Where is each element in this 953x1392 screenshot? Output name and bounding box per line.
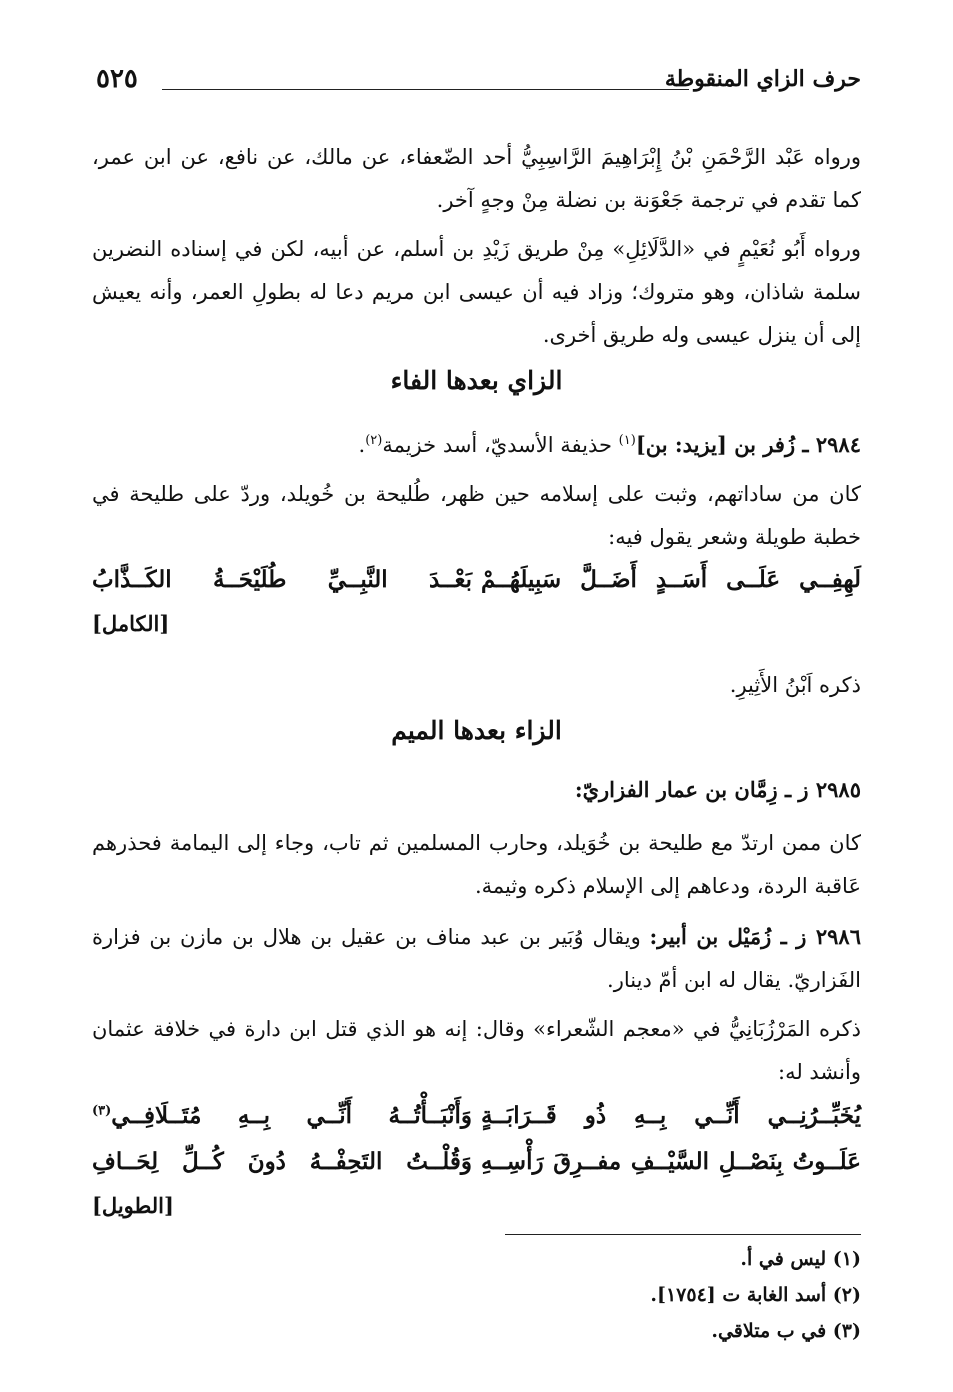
entry-2986 <box>92 915 861 1002</box>
verse-2-first-hemistich: يُخَبِّــرُنِــي أَنِّــي بِــهِ ذُو قَــرَابَــةٍ <box>481 1102 861 1129</box>
verse-line-1 <box>92 566 861 606</box>
paragraph-marzubani: ذكره المَرْزُبَانِيُّ في «معجم الشّعراء» وقال: إنه هو الذي قتل ابن دارة في خلافة عثمان وأنشد له: <box>92 1017 861 1084</box>
entry-2984-rest: حذيفة الأسديّ، أسد خزيمة <box>382 433 619 457</box>
entry-2984 <box>92 419 861 467</box>
footnote-separator <box>505 1234 861 1235</box>
entry-2984-title: ٢٩٨٤ ـ زُفر بن [يزيد: بن] <box>635 432 861 457</box>
running-header <box>96 64 861 104</box>
verse-line-3 <box>92 1148 861 1188</box>
entry-2984-end: . <box>358 433 366 457</box>
footnote-1: (١) ليس في أ. <box>740 1248 861 1270</box>
header-rule <box>162 89 689 90</box>
verse-1-first-hemistich: لَهِفِــي عَلَــى أَسَــدٍ أَضَــلَّ سَبِيلَهُــمْ <box>481 566 861 593</box>
paragraph-zimman-bio: كان ممن ارتدّ مع طليحة بن خُوَيلد، وحارب المسلمين ثم تاب، وجاء إلى اليمامة فحذرهم عَاقبة الردة، ودعاهم إلى الإسلام ذكره وثيمة. <box>92 831 861 898</box>
entry-2985 <box>92 768 861 812</box>
section-heading-zay-mim: الزاء بعدها الميم <box>391 716 562 745</box>
verse-3-first-hemistich: عَلَــوتُ بِنَصْــلِ السَّيْــفِ مفــرِقَ رَأْسِــهِ <box>481 1148 861 1175</box>
chapter-title: حرف الزاي المنقوطة <box>664 66 861 92</box>
footnote-3: (٣) في ب متلاقي. <box>711 1320 861 1342</box>
page-number: ٥٢٥ <box>96 64 138 94</box>
footnote-ref-3: (٣) <box>92 1103 112 1119</box>
meter-label-kamil: [الكامل] <box>92 611 170 636</box>
paragraph-ibn-athir: ذكره اَبْنُ الأَثِيرِ. <box>729 673 861 697</box>
footnote-ref-1: (١) <box>618 433 636 448</box>
paragraph-abdulrahman: ورواه عَبْد الرَّحْمَنِ بْنُ إِبْرَاهِيمَ الرَّاسِبِيُّ أحد الضّعفاء، عن مالك، عن نافع، عن ابن عمر، كما تقدم في ترجمة جَعْوَنة بن نضلة مِنْ وجهٍ آخر. <box>92 145 861 212</box>
section-heading-zay-fa: الزاي بعدها الفاء <box>390 366 563 395</box>
verse-3-second-hemistich: وَقُلْــتُ التَحِفْــهُ دُونَ كُــلِّ لِحَــافِ <box>92 1148 472 1175</box>
entry-2985-title: ٢٩٨٥ ز ـ زِمَّان بن عمار الفزاريّ: <box>574 777 861 802</box>
verse-2-second-hemistich <box>92 1102 472 1129</box>
footnote-2: (٢) أسد الغابة ت [١٧٥٤]. <box>650 1284 861 1306</box>
paragraph-abu-nuaim: ورواه أَبُو نُعَيْمٍ في «الدَّلَائِلِ» مِنْ طريق زَيْدِ بن أسلم، عن أبيه، لكن في إسناده النضرين سلمة شاذان، وهو متروك؛ وزاد فيه أن عيسى ابن مريم دعا له بطولِ العمر، وأنه يعيش إلى أن ينزل عيسى وله طريق أخرى. <box>92 237 861 347</box>
verse-2-second-text: وَأَنْبَــأْتُــهُ أَنِّــي بِــهِ مُتَــلَافِــي <box>111 1102 472 1129</box>
meter-label-tawil: [الطويل] <box>92 1193 174 1218</box>
paragraph-zufar-bio: كان من ساداتهم، وثبت على إسلامه حين ظهر، طُليحة بن خُويلد، وردّ على طليحة في خطبة طويلة وشعر يقول فيه: <box>92 482 861 549</box>
entry-2986-text: ويقال وُبَير بن عبد مناف بن عقيل بن هلال بن مازن بن فزارة الفَزاريّ. يقال له ابن أمّ دينار. <box>92 925 861 992</box>
footnote-ref-2: (٢) <box>365 433 383 448</box>
verse-1-second-hemistich: بَعْــدَ النَّبِــيِّ طُلَيْحَــةُ الكَــذَّابُ <box>92 566 472 593</box>
entry-2986-title: ٢٩٨٦ ز ـ زُمَيْل بن أبير: <box>649 924 861 949</box>
verse-line-2 <box>92 1102 861 1142</box>
